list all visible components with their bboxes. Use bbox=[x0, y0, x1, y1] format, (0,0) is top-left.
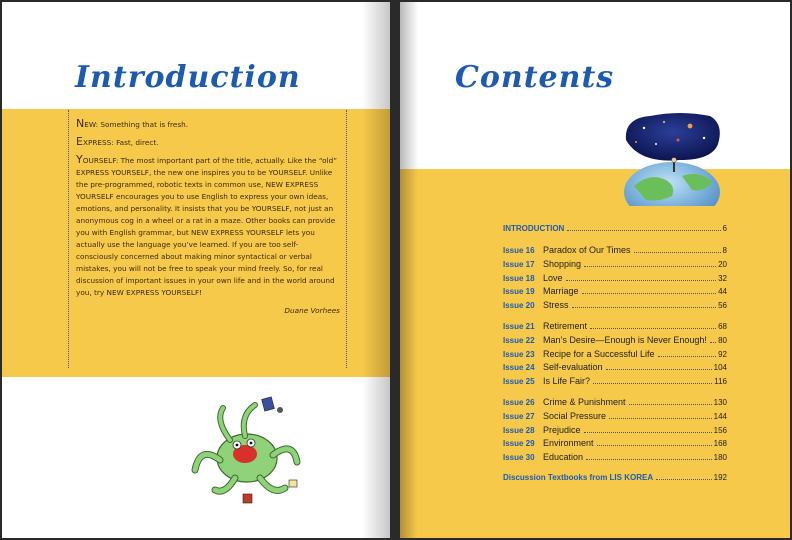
paragraph-text: OURSELF: The most important part of the title, actually. Like the “old” EXPRESS YOURSELF, the new one inspires you to be YOURSELF. Unlike the pre-programmed, robotic texts in common use, NEW EXPRESS YOURSELF encourages you to use English to express your own ideas, emotions, and personality. It insists that you be YOURSELF, not just an anonymous cog in a wheel or a rat in a maze. Other books can provide you with English grammar, but NEW EXPRESS YOURSELF lets you actually use the language you’ve learned. If you are too self-consciously concerned about making minor syntactical or verbal mistakes, you will not be free to speak your mind freely. So, for real discussion of important issues in your own life and in the world around you, try NEW EXPRESS YOURSELF! bbox=[76, 156, 337, 297]
toc-row[interactable] bbox=[503, 259, 727, 273]
toc-page-number: 92 bbox=[718, 349, 727, 359]
signature: Duane Vorhees bbox=[284, 306, 340, 315]
dot-leader bbox=[658, 356, 717, 357]
toc-row[interactable] bbox=[503, 425, 727, 439]
dot-leader bbox=[567, 230, 720, 231]
toc-row[interactable] bbox=[503, 438, 727, 452]
right-page bbox=[400, 2, 790, 538]
drop-cap: E bbox=[76, 135, 83, 148]
dot-leader bbox=[586, 459, 712, 460]
toc-page-number: 32 bbox=[718, 273, 727, 283]
gutter-shadow bbox=[400, 2, 418, 538]
toc-title: Prejudice bbox=[543, 424, 581, 435]
toc-issue-number: Issue 16 bbox=[503, 246, 535, 255]
dot-leader bbox=[584, 266, 716, 267]
toc-issue-number: Issue 29 bbox=[503, 439, 535, 449]
dot-leader bbox=[582, 293, 717, 294]
dot-leader bbox=[566, 280, 717, 281]
toc-issue-number: Issue 23 bbox=[503, 349, 535, 359]
toc-row[interactable] bbox=[503, 349, 727, 363]
page-title: Contents bbox=[455, 60, 615, 95]
toc-title: Social Pressure bbox=[543, 410, 607, 421]
toc-issue-number: Issue 21 bbox=[503, 321, 535, 331]
toc-title: Education bbox=[543, 452, 584, 463]
intro-paragraph bbox=[76, 154, 340, 299]
toc-page-number: 116 bbox=[714, 377, 727, 387]
dot-leader bbox=[609, 418, 712, 419]
toc-title: Paradox of Our Times bbox=[543, 245, 631, 255]
dot-leader bbox=[656, 479, 712, 480]
toc-page-number: 144 bbox=[713, 411, 727, 421]
toc-page-number: 56 bbox=[718, 301, 727, 311]
toc-label: Discussion Textbooks from LIS KOREA bbox=[503, 472, 654, 482]
toc-row[interactable] bbox=[503, 452, 727, 466]
dot-leader bbox=[584, 432, 712, 433]
toc-title: Shopping bbox=[543, 258, 582, 269]
toc-row[interactable] bbox=[503, 300, 727, 314]
toc-title: Stress bbox=[543, 300, 569, 311]
toc-page-number: 156 bbox=[713, 425, 727, 435]
toc-page-number: 8 bbox=[722, 246, 727, 255]
toc-row[interactable] bbox=[503, 376, 727, 390]
toc-issue-number: Issue 28 bbox=[503, 425, 535, 435]
left-dotted-rule bbox=[68, 110, 69, 368]
left-page bbox=[2, 2, 390, 538]
toc-page-number: 192 bbox=[713, 472, 727, 482]
paragraph-text: EW: Something that is fresh. bbox=[84, 120, 189, 129]
toc-groups bbox=[503, 245, 727, 466]
toc-issue-number: Issue 19 bbox=[503, 287, 535, 297]
toc-page-number: 6 bbox=[722, 224, 727, 233]
toc-row[interactable] bbox=[503, 397, 727, 411]
dot-leader bbox=[606, 369, 712, 370]
toc-row[interactable] bbox=[503, 335, 727, 349]
toc-page-number: 80 bbox=[718, 335, 727, 345]
toc-footer[interactable] bbox=[503, 473, 727, 487]
toc-page-number: 44 bbox=[718, 287, 727, 297]
intro-paragraph bbox=[76, 136, 340, 149]
globe-illustration-icon bbox=[620, 110, 724, 206]
toc-title: Love bbox=[543, 272, 563, 283]
toc-issue-number: Issue 20 bbox=[503, 301, 535, 311]
toc-page-number: 168 bbox=[713, 439, 727, 449]
dot-leader bbox=[629, 404, 712, 405]
toc-row[interactable] bbox=[503, 321, 727, 335]
paragraph-text: XPRESS: Fast, direct. bbox=[82, 138, 159, 147]
table-of-contents bbox=[503, 224, 727, 487]
drop-cap: Y bbox=[76, 153, 83, 166]
toc-row[interactable] bbox=[503, 286, 727, 300]
toc-row[interactable] bbox=[503, 245, 727, 259]
toc-title: Recipe for a Successful Life bbox=[543, 348, 655, 359]
toc-row[interactable] bbox=[503, 273, 727, 287]
toc-page-number: 180 bbox=[713, 453, 727, 463]
toc-introduction[interactable] bbox=[503, 224, 727, 238]
toc-issue-number: Issue 17 bbox=[503, 259, 535, 269]
toc-issue-number: Issue 22 bbox=[503, 335, 535, 345]
toc-row[interactable] bbox=[503, 411, 727, 425]
toc-title: Is Life Fair? bbox=[543, 376, 591, 387]
dot-leader bbox=[634, 252, 721, 253]
toc-page-number: 68 bbox=[718, 321, 727, 331]
toc-page-number: 104 bbox=[713, 363, 727, 373]
dot-leader bbox=[710, 342, 716, 343]
monster-illustration-icon bbox=[185, 390, 305, 510]
right-dotted-rule bbox=[346, 110, 347, 368]
dot-leader bbox=[597, 445, 712, 446]
toc-title: Retirement bbox=[543, 320, 588, 331]
toc-issue-number: Issue 25 bbox=[503, 377, 535, 387]
toc-issue-number: Issue 30 bbox=[503, 453, 535, 463]
toc-title: Crime & Punishment bbox=[543, 396, 626, 407]
toc-page-number: 20 bbox=[718, 259, 727, 269]
intro-text bbox=[76, 118, 340, 322]
dot-leader bbox=[590, 328, 716, 329]
toc-title: Marriage bbox=[543, 286, 579, 297]
toc-issue-number: Issue 26 bbox=[503, 397, 535, 407]
toc-row[interactable] bbox=[503, 362, 727, 376]
toc-issue-number: Issue 24 bbox=[503, 363, 535, 373]
toc-title: Environment bbox=[543, 438, 594, 449]
toc-issue-number: Issue 18 bbox=[503, 273, 535, 283]
toc-issue-number: Issue 27 bbox=[503, 411, 535, 421]
gutter-shadow bbox=[362, 2, 390, 538]
drop-cap: N bbox=[76, 117, 85, 130]
toc-page-number: 130 bbox=[713, 397, 727, 407]
page-title: Introduction bbox=[75, 60, 301, 95]
toc-title: Self-evaluation bbox=[543, 362, 603, 373]
dot-leader bbox=[572, 307, 717, 308]
toc-title: Man’s Desire—Enough is Never Enough! bbox=[543, 334, 707, 345]
toc-label: INTRODUCTION bbox=[503, 224, 565, 233]
intro-paragraph bbox=[76, 118, 340, 131]
dot-leader bbox=[593, 383, 712, 384]
